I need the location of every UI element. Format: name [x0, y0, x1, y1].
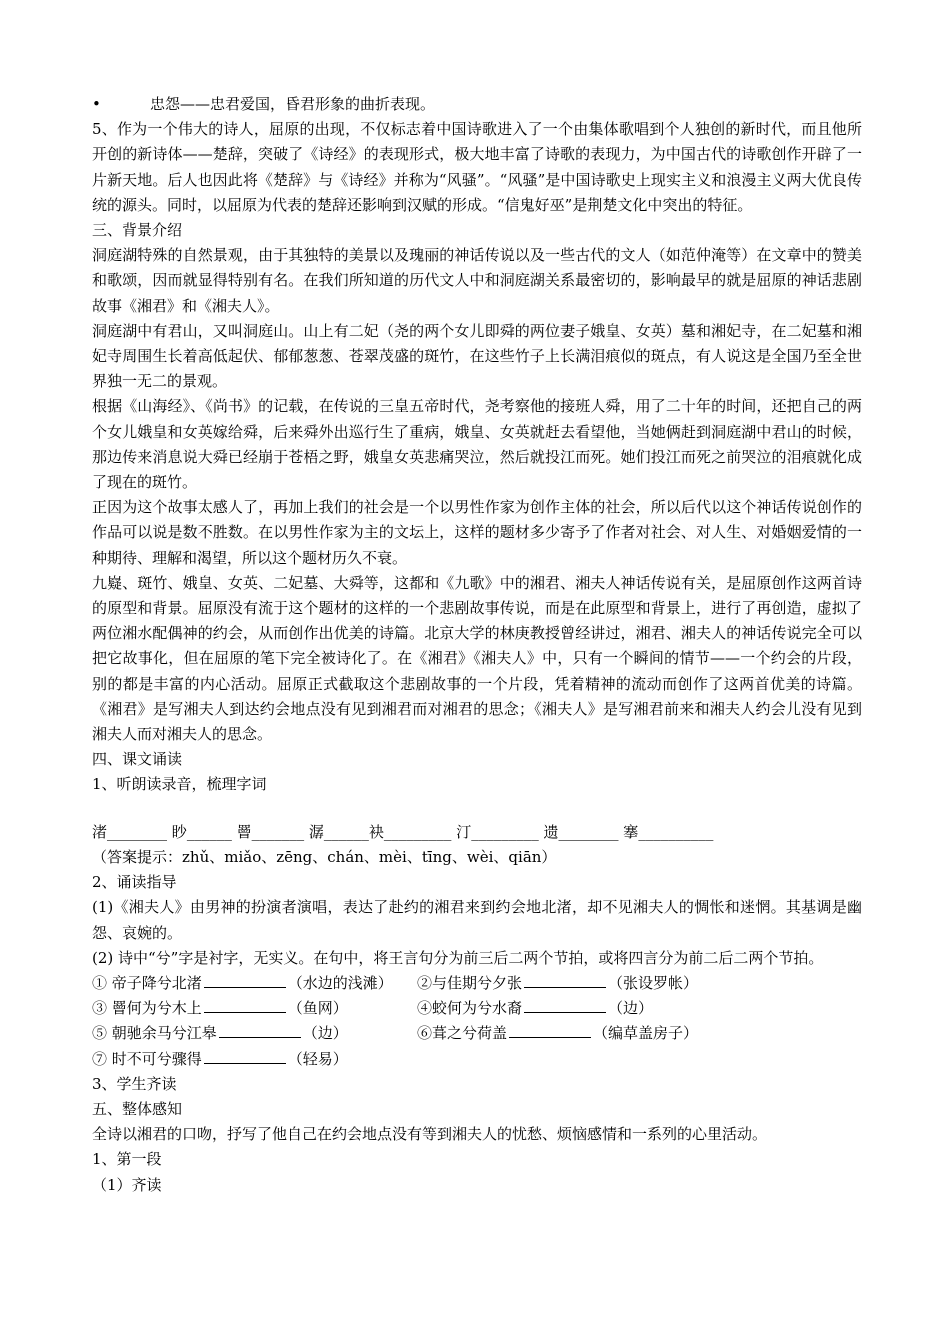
- exercise-item: [92, 1047, 417, 1072]
- exercise-prompt: ④蛟何为兮水裔: [417, 999, 523, 1018]
- exercise-note: （水边的浅滩）: [287, 973, 393, 992]
- fill-char: 汀: [456, 822, 472, 841]
- fill-char: 袂: [368, 822, 384, 841]
- subheading: 1、第一段: [92, 1150, 162, 1169]
- paragraph: 全诗以湘君的口吻，抒写了他自己在约会地点没有等到湘夫人的忧愁、烦恼感情和一系列的心里活动。: [92, 1125, 768, 1144]
- paragraph: 正因为这个故事太感人了，再加上我们的社会是一个以男性作家为创作主体的社会，所以后代以这个神话传说创作的作品可以说是数不胜数。在以男性作家为主的文坛上，这样的题材多少寄予了作者对社会、对人生、对婚姻爱情的一种期待、理解和渴望，所以这个题材历久不衰。: [92, 498, 862, 567]
- fill-char: 遗: [543, 822, 559, 841]
- answer-blank: [524, 996, 606, 1013]
- fill-blank: ______: [323, 822, 369, 841]
- bullet-text: 忠怨——忠君爱国，昏君形象的曲折表现。: [150, 95, 436, 113]
- fill-blank: ________: [558, 822, 619, 841]
- paragraph: (2) 诗中“兮”字是衬字，无实义。在句中，将王言句分为前三后二两个节拍，或将四言分为前二后二两个节拍。: [92, 948, 824, 967]
- exercise-item: [92, 971, 417, 996]
- exercise-row: [92, 996, 862, 1021]
- section-heading: 五、整体感知: [92, 1099, 183, 1118]
- exercise-row: [92, 1021, 862, 1046]
- fill-char: 搴: [623, 822, 639, 841]
- bullet-line: [92, 92, 862, 117]
- subheading: 1、听朗读录音，梳理字词: [92, 775, 267, 794]
- fill-blank: _________: [383, 822, 452, 841]
- exercise-prompt: ③ 罾何为兮木上: [92, 999, 202, 1018]
- exercise-note: （鱼网）: [287, 999, 348, 1018]
- paragraph: 5、作为一个伟大的诗人，屈原的出现，不仅标志着中国诗歌进入了一个由集体歌唱到个人独创的新时代，而且他所开创的新诗体——楚辞，突破了《诗经》的表现形式，极大地丰富了诗歌的表现力，为中国古代的诗歌创作开辟了一片新天地。后人也因此将《楚辞》与《诗经》并称为“风骚”。“风骚”是中国诗歌史上现实主义和浪漫主义两大优良传统的源头。同时，以屈原为代表的楚辞还影响到汉赋的形成。“信鬼好巫”是荆楚文化中突出的特征。: [92, 120, 862, 214]
- exercise-note: （边）: [302, 1024, 348, 1043]
- bullet-icon: •: [92, 95, 101, 113]
- answer-blank: [509, 1021, 591, 1038]
- exercise-prompt: ⑦ 时不可兮骤得: [92, 1049, 202, 1068]
- exercise-row: [92, 1047, 862, 1072]
- answer-blank: [219, 1021, 301, 1038]
- exercise-item: [417, 971, 862, 996]
- exercise-note: （边）: [608, 999, 654, 1018]
- fill-blank: _______: [251, 822, 305, 841]
- exercise-note: （轻易）: [287, 1049, 348, 1068]
- paragraph: (1)《湘夫人》由男神的扮演者演唱，表达了赴约的湘君来到约会地北渚，却不见湘夫人的惆怅和迷惘。其基调是幽怨、哀婉的。: [92, 898, 862, 942]
- answer-blank: [204, 1047, 286, 1064]
- fill-char: 潺: [308, 822, 324, 841]
- answer-hint: （答案提示：zhǔ、miǎo、zēng、chán、mèi、tīng、wèi、qiān）: [92, 847, 557, 866]
- document-page: [92, 92, 862, 1198]
- spacer: [92, 798, 862, 820]
- exercise-prompt: ⑥葺之兮荷盖: [417, 1024, 508, 1043]
- subheading: 2、诵读指导: [92, 873, 177, 892]
- exercise-note: （编草盖房子）: [593, 1024, 699, 1043]
- fill-char: 渚: [92, 822, 108, 841]
- exercise-item: [92, 1021, 417, 1046]
- exercise-item: [417, 996, 862, 1021]
- answer-blank: [524, 971, 606, 988]
- subheading: （1）齐读: [92, 1175, 162, 1194]
- fill-blank: ________: [107, 822, 168, 841]
- fill-blank: ______: [186, 822, 232, 841]
- exercise-item: [92, 996, 417, 1021]
- exercise-prompt: ⑤ 朝驰余马兮江皋: [92, 1024, 217, 1043]
- fill-blank: _________: [471, 822, 539, 841]
- section-heading: 四、课文诵读: [92, 750, 183, 769]
- fill-in-line: [92, 820, 862, 845]
- section-heading: 三、背景介绍: [92, 221, 183, 240]
- exercise-prompt: ②与佳期兮夕张: [417, 973, 523, 992]
- answer-blank: [204, 996, 286, 1013]
- exercise-note: （张设罗帐）: [608, 973, 699, 992]
- fill-char: 眇: [171, 822, 187, 841]
- paragraph: 九嶷、斑竹、娥皇、女英、二妃墓、大舜等，这都和《九歌》中的湘君、湘夫人神话传说有关，是屈原创作这两首诗的原型和背景。屈原没有流于这个题材的这样的一个悲剧故事传说，而是在此原型和背景上，进行了再创造，虚拟了两位湘水配偶神的约会，从而创作出优美的诗篇。北京大学的林庚教授曾经讲过，湘君、湘夫人的神话传说完全可以把它故事化，但在屈原的笔下完全被诗化了。在《湘君》《湘夫人》中，只有一个瞬间的情节——一个约会的片段，别的都是丰富的内心活动。屈原正式截取这个悲剧故事的一个片段，凭着精神的流动而创作了这两首优美的诗篇。《湘君》是写湘夫人到达约会地点没有见到湘君而对湘君的思念；《湘夫人》是写湘君前来和湘夫人约会儿没有见到湘夫人而对湘夫人的思念。: [92, 573, 862, 744]
- exercise-item: [417, 1021, 862, 1046]
- answer-blank: [204, 971, 286, 988]
- paragraph: 洞庭湖中有君山，又叫洞庭山。山上有二妃（尧的两个女儿即舜的两位妻子娥皇、女英）墓和湘妃寺，在二妃墓和湘妃寺周围生长着高低起伏、郁郁葱葱、苍翠茂盛的斑竹，在这些竹子上长满泪痕似的斑点，有人说这是全国乃至全世界独一无二的景观。: [92, 321, 862, 391]
- fill-blank: __________: [638, 822, 714, 841]
- subheading: 3、学生齐读: [92, 1074, 177, 1093]
- exercise-row: [92, 971, 862, 996]
- exercise-prompt: ① 帝子降兮北渚: [92, 973, 202, 992]
- paragraph: 根据《山海经》、《尚书》的记载，在传说的三皇五帝时代，尧考察他的接班人舜，用了二十年的时间，还把自己的两个女儿娥皇和女英嫁给舜，后来舜外出巡行生了重病，娥皇、女英就赶去看望他，当她俩赶到洞庭湖中君山的时候，那边传来消息说大舜已经崩于苍梧之野，娥皇女英悲痛哭泣，然后就投江而死。她们投江而死之前哭泣的泪痕就化成了现在的斑竹。: [92, 397, 862, 492]
- paragraph: 洞庭湖特殊的自然景观，由于其独特的美景以及瑰丽的神话传说以及一些古代的文人（如范仲淹等）在文章中的赞美和歌颂，因而就显得特别有名。在我们所知道的历代文人中和洞庭湖关系最密切的，影响最早的就是屈原的神话悲剧故事《湘君》和《湘夫人》。: [92, 246, 862, 315]
- fill-char: 罾: [236, 822, 252, 841]
